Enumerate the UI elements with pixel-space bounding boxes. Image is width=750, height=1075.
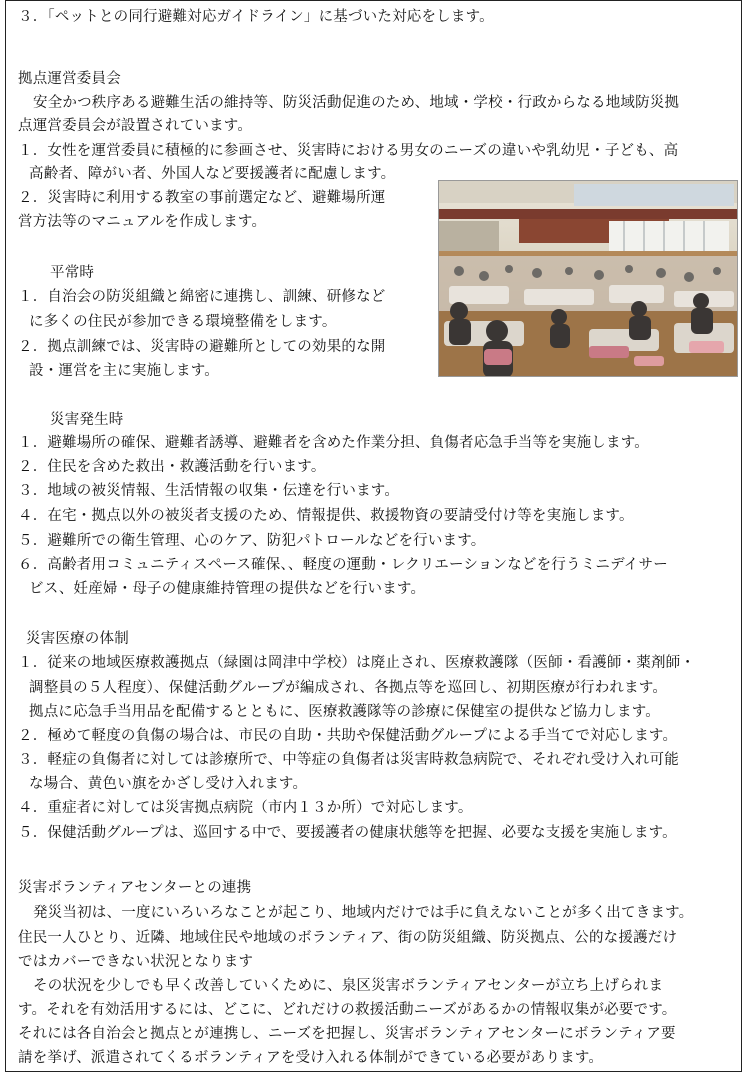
medical-item-4: ４．重症者に対しては災害拠点病院（市内１３か所）で対応します。 — [18, 800, 473, 816]
medical-item-3-line-1: ３．軽症の負傷者に対しては診療所で、中等症の負傷者は災害時救急病院で、それぞれ受け入れ可能 — [18, 752, 679, 768]
normal-times-heading: 平常時 — [50, 265, 95, 281]
volunteer-paragraph-2-line-3: それには各自治会と拠点とが連携し、ニーズを把握し、災害ボランティアセンターにボランティア要 — [18, 1026, 676, 1042]
disaster-item-2: ２．住民を含めた救出・救護活動を行います。 — [18, 459, 326, 475]
medical-item-1-line-2: 調整員の５人程度）、保健活動グループが編成され、各拠点等を巡回し、初期医療が行われます。 — [29, 680, 668, 696]
committee-item-2-line-1: ２．災害時に利用する教室の事前選定など、避難場所運 — [18, 190, 386, 206]
volunteer-paragraph-2-line-4: 請を挙げ、派遣されてくるボランティアを受け入れる体制ができている必要があります。 — [18, 1050, 604, 1066]
committee-paragraph-line-1: 安全かつ秩序ある避難生活の維持等、防災活動促進のため、地域・学校・行政からなる地域防災拠 — [33, 95, 680, 111]
intro-item-3: ３．「ペットとの同行避難対応ガイドライン」に基づいた対応をします。 — [18, 9, 494, 25]
committee-paragraph-line-2: 点運営委員会が設置されています。 — [18, 118, 253, 134]
disaster-item-3: ３．地域の被災情報、生活情報の収集・伝達を行います。 — [18, 483, 400, 499]
volunteer-paragraph-1-line-1: 発災当初は、一度にいろいろなことが起こり、地域内だけでは手に負えないことが多く出てきます。 — [33, 905, 694, 921]
disaster-item-4: ４．在宅・拠点以外の被災者支援のため、情報提供、救援物資の要請受付け等を実施します。 — [18, 508, 634, 524]
disaster-heading: 災害発生時 — [50, 412, 124, 428]
committee-heading: 拠点運営委員会 — [18, 71, 121, 87]
disaster-item-5: ５．避難所での衛生管理、心のケア、防犯パトロールなどを行います。 — [18, 533, 486, 549]
committee-item-1-line-1: １．女性を運営委員に積極的に参画させ、災害時における男女のニーズの違いや乳幼児・子ども、高 — [18, 143, 679, 159]
medical-item-1-line-1: １．従来の地域医療救護拠点（緑園は岡津中学校）は廃止され、医療救護隊（医師・看護師・薬剤師・ — [18, 655, 696, 671]
committee-item-1-line-2: 高齢者、障がい者、外国人など要援護者に配慮します。 — [29, 166, 396, 182]
normal-item-1-line-1: １．自治会の防災組織と綿密に連携し、訓練、研修など — [18, 289, 386, 305]
normal-item-1-line-2: に多くの住民が参加できる環境整備をします。 — [29, 314, 337, 330]
medical-heading: 災害医療の体制 — [26, 631, 129, 647]
volunteer-paragraph-2-line-2: す。それを有効活用するには、どこに、どれだけの救援活動ニーズがあるかの情報収集が必要です。 — [18, 1002, 677, 1018]
evacuation-shelter-photo — [438, 180, 738, 377]
medical-item-5: ５．保健活動グループは、巡回する中で、要援護者の健康状態等を把握、必要な支援を実施します。 — [18, 825, 677, 841]
medical-item-1-line-3: 拠点に応急手当用品を配備するとともに、医療救護隊等の診療に保健室の提供など協力します。 — [29, 704, 660, 720]
volunteer-heading: 災害ボランティアセンターとの連携 — [18, 880, 252, 896]
disaster-item-6-line-1: ６．高齢者用コミュニティスペース確保、、軽度の運動・レクリエーションなどを行うミニデイサー — [18, 557, 668, 573]
disaster-item-6-line-2: ビス、妊産婦・母子の健康維持管理の提供などを行います。 — [29, 581, 426, 597]
disaster-item-1: １．避難場所の確保、避難者誘導、避難者を含めた作業分担、負傷者応急手当等を実施します。 — [18, 435, 649, 451]
volunteer-paragraph-1-line-3: ではカバーできない状況となります — [18, 954, 254, 970]
medical-item-2: ２．極めて軽度の負傷の場合は、市民の自助・共助や保健活動グループによる手当てで対応します。 — [18, 728, 678, 744]
volunteer-paragraph-1-line-2: 住民一人ひとり、近隣、地域住民や地域のボランティア、街の防災組織、防災拠点、公的な援護だけ — [18, 930, 678, 946]
normal-item-2-line-1: ２．拠点訓練では、災害時の避難所としての効果的な開 — [18, 339, 386, 355]
medical-item-3-line-2: な場合、黄色い旗をかざし受け入れます。 — [29, 776, 308, 792]
normal-item-2-line-2: 設・運営を主に実施します。 — [29, 363, 219, 379]
volunteer-paragraph-2-line-1: その状況を少しでも早く改善していくために、泉区災害ボランティアセンターが立ち上げられま — [33, 978, 664, 994]
committee-item-2-line-2: 営方法等のマニュアルを作成します。 — [18, 214, 267, 230]
